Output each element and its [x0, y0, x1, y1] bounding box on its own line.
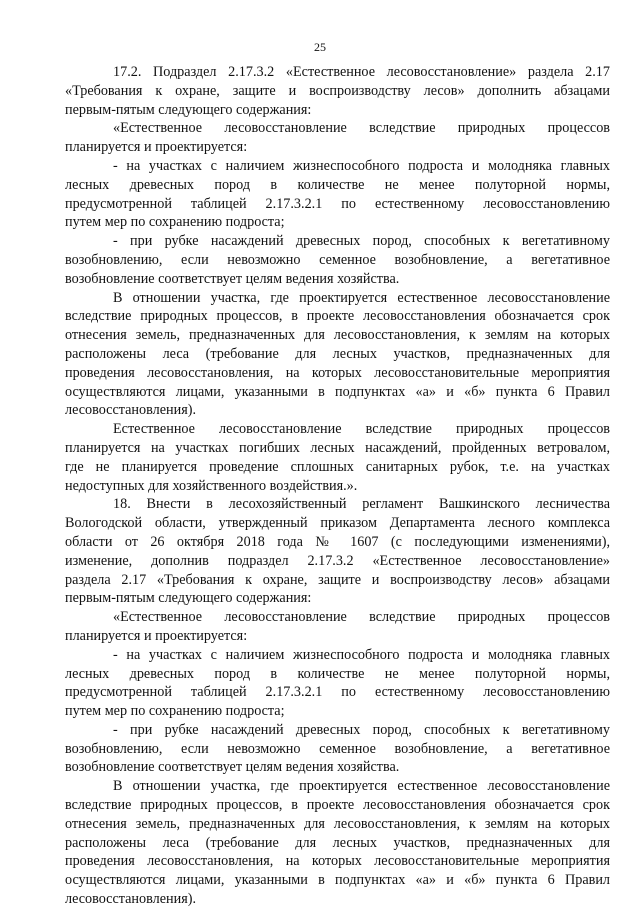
text-line: В отношении участка, где проектируется естественное лесовосстановление [113, 778, 610, 795]
text-line: планируется на участках погибших лесных насаждений, пройденных ветровалом, [65, 439, 610, 456]
text-line: проведения лесовосстановления, на которых лесовосстановительные мероприятия [65, 364, 610, 381]
paragraph [65, 232, 610, 288]
text-line: возобновление соответствует целям ведения хозяйства. [65, 759, 400, 776]
text-line: лесных древесных пород в количестве не менее полуторной нормы, [65, 665, 610, 682]
text-line: путем мер по сохранению подроста; [65, 703, 285, 720]
paragraph [65, 157, 610, 232]
paragraph [65, 420, 610, 495]
text-line: лесовосстановления). [65, 891, 196, 908]
text-line: В отношении участка, где проектируется естественное лесовосстановление [113, 289, 610, 306]
text-line: области от 26 октября 2018 года № 1607 (с последующими изменениями), [65, 533, 610, 550]
text-line: 17.2. Подраздел 2.17.3.2 «Естественное лесовосстановление» раздела 2.17 [113, 64, 610, 80]
text-line: первым-пятым следующего содержания: [65, 590, 312, 607]
paragraph [65, 289, 610, 421]
text-line: проведения лесовосстановления, на которых лесовосстановительные мероприятия [65, 853, 610, 870]
text-line: лесных древесных пород в количестве не менее полуторной нормы, [65, 176, 610, 193]
text-line: - при рубке насаждений древесных пород, способных к вегетативному [113, 721, 610, 738]
paragraph [65, 721, 610, 777]
text-line: Естественное лесовосстановление вследствие природных процессов [113, 421, 610, 438]
text-line: где не планируется проведение сплошных санитарных рубок, т.е. на участках [65, 458, 610, 475]
text-line: недоступных для хозяйственного воздействия.». [65, 477, 358, 494]
text-line: расположены леса (требование для лесных участков, предназначенных для [65, 345, 610, 362]
text-line: вследствие природных процессов, в проекте лесовосстановления обозначается срок [65, 797, 610, 814]
text-line: «Естественное лесовосстановление вследствие природных процессов [113, 120, 610, 137]
text-line: лесовосстановления). [65, 402, 196, 419]
text-line: - на участках с наличием жизнеспособного подроста и молодняка главных [113, 646, 610, 663]
text-line: осуществляются лицами, указанными в подпунктах «а» и «б» пункта 6 Правил [65, 383, 610, 400]
paragraph [65, 646, 610, 721]
text-line: отнесения земель, предназначенных для лесовосстановления, к землям на которых [65, 327, 610, 344]
text-line: возобновлению, если невозможно семенное возобновление, а вегетативное [65, 251, 610, 268]
text-line: первым-пятым следующего содержания: [65, 101, 312, 118]
text-line: 18. Внести в лесохозяйственный регламент Вашкинского лесничества [113, 496, 610, 513]
text-line: - при рубке насаждений древесных пород, способных к вегетативному [113, 233, 610, 250]
text-line: - на участках с наличием жизнеспособного подроста и молодняка главных [113, 157, 610, 174]
text-line: «Естественное лесовосстановление вследствие природных процессов [113, 609, 610, 626]
text-line: осуществляются лицами, указанными в подпунктах «а» и «б» пункта 6 Правил [65, 872, 610, 889]
document-body [65, 63, 610, 909]
text-line: вследствие природных процессов, в проекте лесовосстановления обозначается срок [65, 308, 610, 325]
text-line: «Требования к охране, защите и воспроизводству лесов» дополнить абзацами [65, 82, 610, 99]
text-line: Вологодской области, утвержденный приказом Департамента лесного комплекса [65, 515, 610, 532]
paragraph [65, 63, 610, 119]
text-line: путем мер по сохранению подроста; [65, 214, 285, 231]
text-line: отнесения земель, предназначенных для лесовосстановления, к землям на которых [65, 815, 610, 832]
text-line: расположены леса (требование для лесных участков, предназначенных для [65, 834, 610, 851]
text-line: планируется и проектируется: [65, 139, 248, 156]
text-line: раздела 2.17 «Требования к охране, защите и воспроизводству лесов» абзацами [65, 571, 610, 588]
text-line: предусмотренной таблицей 2.17.3.2.1 по естественному лесовосстановлению [65, 195, 610, 212]
text-line: возобновлению, если невозможно семенное возобновление, а вегетативное [65, 740, 610, 757]
text-line: планируется и проектируется: [65, 627, 248, 644]
paragraph [65, 495, 610, 608]
text-line: предусмотренной таблицей 2.17.3.2.1 по естественному лесовосстановлению [65, 684, 610, 701]
text-line: возобновление соответствует целям ведения хозяйства. [65, 270, 400, 287]
paragraph [65, 777, 610, 909]
paragraph [65, 119, 610, 157]
paragraph [65, 608, 610, 646]
text-line: изменение, дополнив подраздел 2.17.3.2 «Естественное лесовосстановление» [65, 552, 610, 569]
page-number: 25 [314, 40, 326, 54]
